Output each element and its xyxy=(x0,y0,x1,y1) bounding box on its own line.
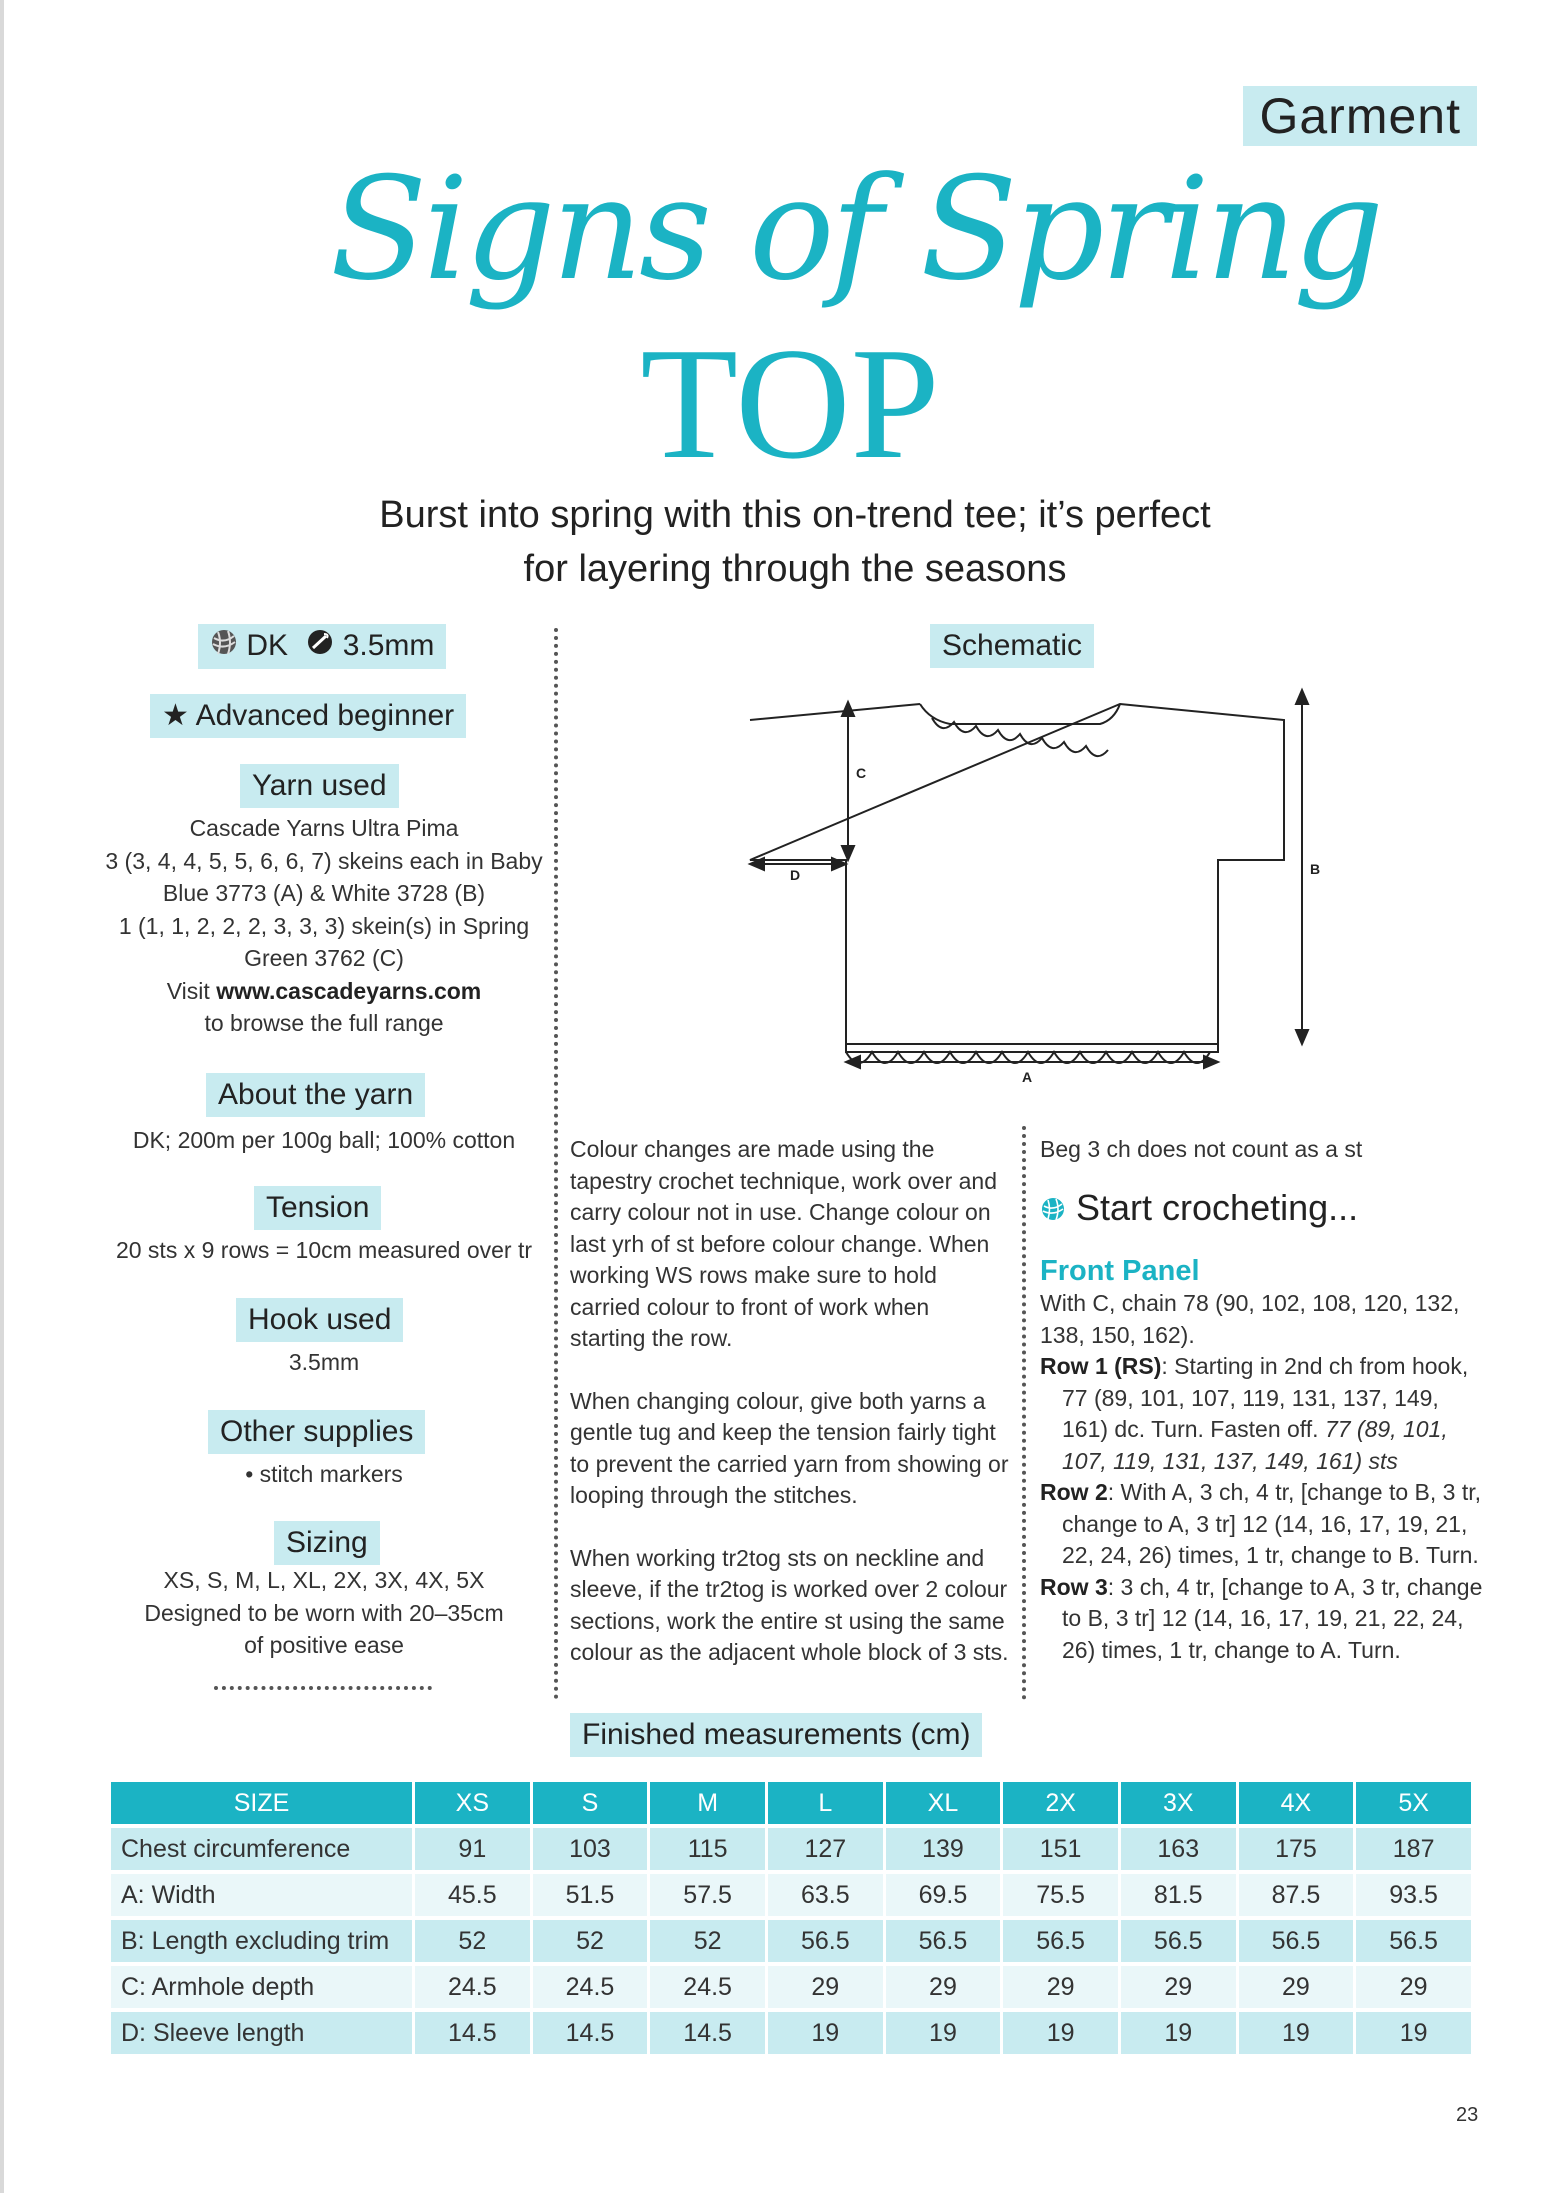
tension-heading: Tension xyxy=(254,1186,381,1230)
hook-used-heading: Hook used xyxy=(236,1298,403,1342)
schematic-label-c: C xyxy=(856,765,867,781)
yarn-ball-icon xyxy=(1040,1188,1066,1232)
crochet-hook-icon xyxy=(306,625,334,669)
front-panel-instructions xyxy=(1040,1288,1490,1666)
colour-change-notes xyxy=(570,1134,1010,1700)
beg-note: Beg 3 ch does not count as a st xyxy=(1040,1136,1363,1162)
header-cell: XS xyxy=(415,1782,530,1824)
yarn-line: 3 (3, 4, 4, 5, 5, 6, 6, 7) skeins each in Baby xyxy=(105,847,543,874)
header-cell: 3X xyxy=(1121,1782,1236,1824)
about-yarn-heading: About the yarn xyxy=(206,1073,425,1117)
header-cell: XL xyxy=(886,1782,1001,1824)
visit-line: Visit www.cascadeyarns.com xyxy=(166,977,482,1004)
pattern-row-3: Row 3: 3 ch, 4 tr, [change to A, 3 tr, change to B, 3 tr] 12 (14, 16, 17, 19, 21, 22, 24, 26) times, 1 tr, change to A. Turn. xyxy=(1040,1573,1483,1663)
header-cell: S xyxy=(533,1782,648,1824)
measurements-table xyxy=(108,1778,1474,2058)
table-row: D: Sleeve length 14.5 14.5 14.5 19 19 19 19 19 19 xyxy=(111,2012,1471,2054)
star-icon: ★ xyxy=(162,699,189,732)
table-row: C: Armhole depth 24.5 24.5 24.5 29 29 29 29 29 29 xyxy=(111,1966,1471,2008)
yarn-used-text xyxy=(100,812,548,1040)
neckline-outline xyxy=(920,704,1120,724)
front-panel-heading: Front Panel xyxy=(1040,1255,1200,1287)
hook-used-text: 3.5mm xyxy=(288,1349,360,1375)
schematic-label-a: A xyxy=(1022,1069,1033,1085)
sizing-text xyxy=(100,1564,548,1662)
yarn-weight-hook-label xyxy=(198,624,446,669)
tension-text: 20 sts x 9 rows = 10cm measured over tr xyxy=(115,1237,533,1263)
schematic-diagram xyxy=(740,680,1340,1090)
yarn-weight: DK xyxy=(246,629,289,662)
measurements-heading: Finished measurements (cm) xyxy=(570,1713,982,1757)
schematic-label-d: D xyxy=(790,867,801,883)
front-panel-intro: With C, chain 78 (90, 102, 108, 120, 132, 138, 150, 162). xyxy=(1040,1290,1460,1348)
standfirst-line-1: Burst into spring with this on-trend tee; it’s perfect xyxy=(379,494,1211,536)
start-crocheting-heading: Start crocheting... xyxy=(1040,1186,1358,1232)
hook-size: 3.5mm xyxy=(342,629,435,662)
page-title: Signs of Spring xyxy=(330,147,1381,312)
dotted-divider xyxy=(214,1686,432,1690)
page-title-top: TOP xyxy=(640,314,940,492)
other-supplies-heading: Other supplies xyxy=(208,1410,425,1454)
table-row: A: Width 45.5 51.5 57.5 63.5 69.5 75.5 81.5 87.5 93.5 xyxy=(111,1874,1471,1916)
schematic-label-b: B xyxy=(1310,861,1321,877)
garment-outline xyxy=(750,704,1284,1044)
sizing-heading: Sizing xyxy=(274,1521,380,1565)
yarn-line: Cascade Yarns Ultra Pima xyxy=(189,815,459,841)
header-cell: M xyxy=(650,1782,765,1824)
table-row: Chest circumference 91 103 115 127 139 151 163 175 187 xyxy=(111,1828,1471,1870)
visit-suffix: to browse the full range xyxy=(204,1010,444,1036)
skill-level: Advanced beginner xyxy=(195,699,455,732)
note-paragraph: When working tr2tog sts on neckline and sleeve, if the tr2tog is worked over 2 colour sections, work the entire st using the same colour as the adjacent whole block of 3 sts. xyxy=(570,1544,1009,1665)
standfirst xyxy=(300,488,1290,596)
pattern-row-2: Row 2: With A, 3 ch, 4 tr, [change to B, 3 tr, change to A, 3 tr] 12 (14, 16, 17, 19, 21, 22, 24, 26) times, 1 tr, change to B. Turn. xyxy=(1040,1479,1482,1568)
yarn-website-link[interactable]: www.cascadeyarns.com xyxy=(216,977,482,1004)
header-cell: 2X xyxy=(1003,1782,1118,1824)
hem-scallops xyxy=(846,1044,1218,1063)
yarn-line: 1 (1, 1, 2, 2, 2, 3, 3, 3) skein(s) in Spring xyxy=(118,912,530,939)
sizing-line: of positive ease xyxy=(244,1632,404,1658)
standfirst-line-2: for layering through the seasons xyxy=(523,548,1067,590)
table-header-row xyxy=(111,1782,1471,1824)
header-cell: SIZE xyxy=(111,1782,412,1824)
column-divider-left xyxy=(554,628,558,1700)
sizing-line: XS, S, M, L, XL, 2X, 3X, 4X, 5X xyxy=(163,1567,485,1593)
sizing-line: Designed to be worn with 20–35cm xyxy=(144,1599,504,1626)
header-cell: L xyxy=(768,1782,883,1824)
skill-level-label xyxy=(150,694,466,738)
note-paragraph: When changing colour, give both yarns a gentle tug and keep the tension fairly tight to prevent the carried yarn from showing or looping through the stitches. xyxy=(570,1387,1009,1508)
yarn-used-heading: Yarn used xyxy=(240,764,399,808)
note-paragraph: Colour changes are made using the tapestry crochet technique, work over and carry colour not in use. Change colour on last yrh of st before colour change. When working WS rows make sure to hold carried colour to front of work when starting the row. xyxy=(570,1136,998,1351)
schematic-heading: Schematic xyxy=(930,624,1094,668)
header-cell: 4X xyxy=(1239,1782,1354,1824)
yarn-line: Blue 3773 (A) & White 3728 (B) xyxy=(162,880,486,906)
page-number: 23 xyxy=(1456,2104,1479,2126)
about-yarn-text: DK; 200m per 100g ball; 100% cotton xyxy=(132,1127,516,1153)
table-row: B: Length excluding trim 52 52 52 56.5 56.5 56.5 56.5 56.5 56.5 xyxy=(111,1920,1471,1962)
column-divider-right xyxy=(1022,1126,1026,1700)
section-tag: Garment xyxy=(1243,86,1477,146)
header-cell: 5X xyxy=(1356,1782,1471,1824)
yarn-line: Green 3762 (C) xyxy=(244,945,404,971)
page-edge-rule xyxy=(0,0,4,2193)
other-supplies-text: • stitch markers xyxy=(245,1461,403,1487)
pattern-row-1: Row 1 (RS): Starting in 2nd ch from hook, 77 (89, 101, 107, 119, 131, 137, 149, 161) dc. Turn. Fasten off. 77 (89, 101, 107, 119, 131, 137, 149, 161) sts xyxy=(1040,1353,1469,1474)
yarn-ball-icon xyxy=(210,625,238,669)
